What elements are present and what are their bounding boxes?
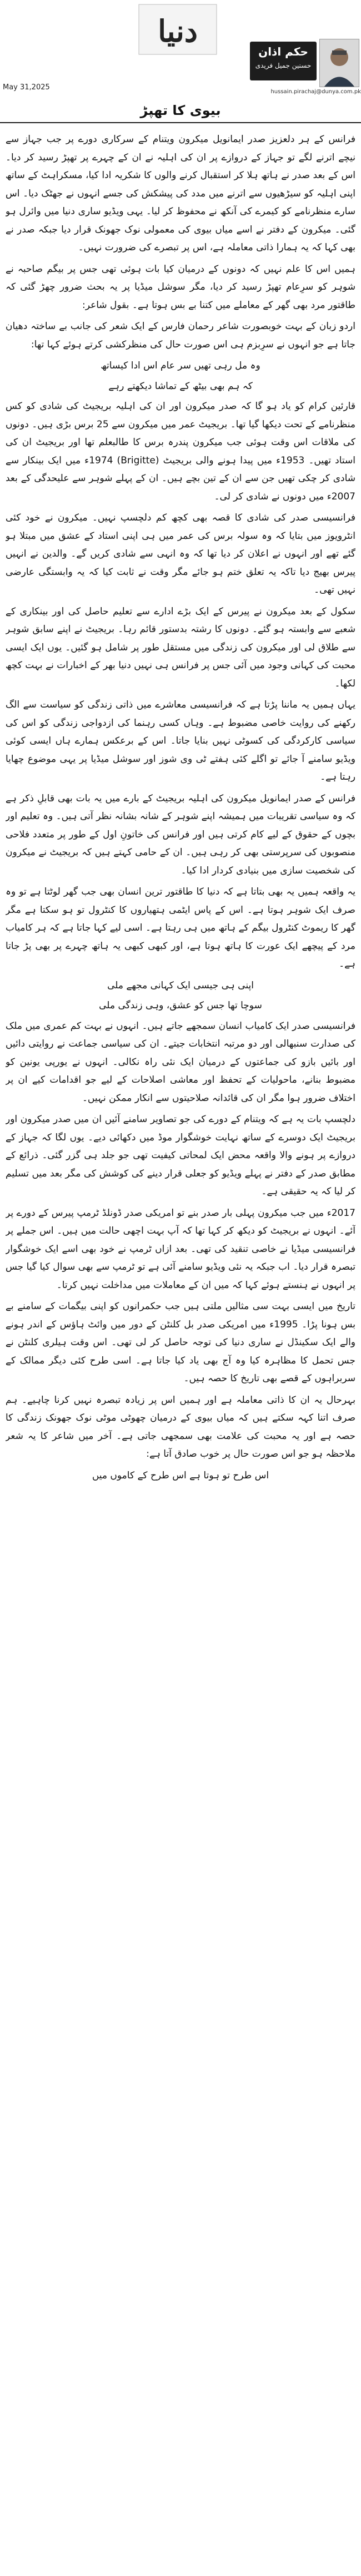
paragraph: تاریخ میں ایسی بہت سی مثالیں ملتی ہیں جب حکمرانوں کو اپنی بیگمات کے سامنے بے بس ہونا پڑا۔ 1995ء میں امریکی صدر بل کلنٹن کے دور میں وائٹ ہاؤس کے اندر ہونے والے ایک سکینڈل نے ساری دنیا کی توجہ حاصل کر لی تھی۔ اس وقت ہیلری کلنٹن نے جس تحمل کا مظاہرہ کیا وہ آج بھی یاد کیا جاتا ہے۔ اسی طرح کئی دیگر ممالک کے سربراہوں کے قصے بھی تاریخ کا حصہ ہیں۔ (6, 1301, 355, 1384)
column-logo-title: حکم اذان (258, 45, 308, 58)
paragraph: بہرحال یہ ان کا ذاتی معاملہ ہے اور ہمیں اس پر زیادہ تبصرہ نہیں کرنا چاہیے۔ ہم صرف اتنا کہہ سکتے ہیں کہ میاں بیوی کے درمیان چھوٹی موٹی نوک جھونک زندگی کا حصہ ہے اور یہ محبت کی علامت بھی سمجھی جاتی ہے۔ آخر میں شاعر کا یہ شعر ملاحظہ ہو جو اس صورت حال پر خوب صادق آتا ہے: (6, 1394, 355, 1459)
paragraph: فرانسیسی صدر کی شادی کا قصہ بھی کچھ کم دلچسپ نہیں۔ میکرون نے خود کئی انٹرویوز میں بتایا کہ وہ سولہ برس کی عمر میں ہی اپنی استاد کے عشق میں مبتلا ہو گئے تھے اور انہوں نے اعلان کر دیا تھا کہ وہ انہی سے شادی کریں گے۔ والدین نے انہیں پیرس بھیج دیا تاکہ یہ تعلق ختم ہو جائے مگر وقت نے ثابت کیا کہ یہ وابستگی عارضی نہیں تھی۔ (6, 512, 355, 595)
dunya-masthead-icon (128, 0, 228, 61)
publish-date: May 31,2025 (3, 83, 50, 92)
header-divider (0, 122, 361, 123)
article-body (6, 130, 355, 2565)
svg-text:دنیا: دنیا (158, 13, 198, 49)
paragraph: دلچسپ بات یہ ہے کہ ویتنام کے دورے کی جو تصاویر سامنے آئیں ان میں صدر میکرون اور بریجیٹ ایک دوسرے کے ساتھ نہایت خوشگوار موڈ میں دکھائی دیے۔ یوں لگا کہ جہاز کے دروازے پر ہونے والا واقعہ محض ایک لمحاتی کیفیت تھی جو جلد ہی گزر گئی۔ ذرائع کے مطابق صدر کے دفتر نے پہلے ویڈیو کو جعلی قرار دینے کی کوشش کی مگر بعد میں تسلیم کر لیا کہ یہ حقیقی ہے۔ (6, 1114, 355, 1197)
author-email[interactable]: hussain.pirachaj@dunya.com.pk (270, 89, 361, 95)
person-icon (320, 39, 359, 87)
paragraph: اردو زبان کے بہت خوبصورت شاعر رحمان فارس کے ایک شعر کی جانب بے ساختہ دھیان جاتا ہے جو انہوں نے سرِبزم ہی اس صورت حال کی منظرکشی کرتے ہوئے کہا تھا: (6, 321, 355, 350)
paragraph: فرانس کے صدر ایمانویل میکرون کی اہلیہ بریجیٹ کے بارے میں یہ بات بھی قابلِ ذکر ہے کہ وہ سیاسی تقریبات میں ہمیشہ اپنے شوہر کے شانہ بشانہ نظر آتی ہیں۔ وہ تعلیم اور بچوں کے حقوق کے لیے کام کرتی ہیں اور فرانس کی خاتونِ اول کے طور پر متعدد فلاحی منصوبوں کی سرپرستی بھی کر رہی ہیں۔ ان کے حامی کہتے ہیں کہ بریجیٹ نے میکرون کی شخصیت سازی میں بنیادی کردار ادا کیا۔ (6, 792, 355, 876)
paragraph: 2017ء میں جب میکرون پہلی بار صدر بنے تو امریکی صدر ڈونلڈ ٹرمپ پیرس کے دورے پر آئے۔ انہوں نے بریجیٹ کو دیکھ کر کہا تھا کہ آپ بہت اچھی حالت میں ہیں۔ اس جملے پر فرانسیسی میڈیا نے خاصی تنقید کی تھی۔ بعد ازاں ٹرمپ نے خود بھی اسے ایک خوشگوار تبصرہ قرار دیا۔ اب جبکہ یہ نئی ویڈیو سامنے آئی ہے تو ٹرمپ سے بھی سوال کیا گیا جس پر انہوں نے ہنستے ہوئے کہا کہ میں ان کے معاملات میں مداخلت نہیں کرتا۔ (6, 1207, 355, 1291)
verse-line: کہ ہم بھی بیٹھ کے تماشا دیکھتے رہے (108, 380, 253, 392)
verse-line: سوچا تھا جس کو عشق، وہی زندگی ملی (99, 1000, 262, 1011)
verse-line: وہ مل رہی تھیں سر عام اس ادا کیساتھ (101, 360, 260, 371)
author-photo (319, 39, 359, 87)
paragraph: فرانسیسی صدر ایک کامیاب انسان سمجھے جاتے ہیں۔ انہوں نے بہت کم عمری میں ملک کی صدارت سنبھالی اور دو مرتبہ انتخابات جیتے۔ ان کی سیاسی جماعت نے روایتی دائیں اور بائیں بازو کی جماعتوں کے درمیان ایک نئی راہ نکالی۔ انہوں نے یورپی یونین کو مضبوط بنانے، ماحولیات کے تحفظ اور معاشی اصلاحات کے لیے جو اقدامات کیے ان پر اختلاف ضرور ہوا مگر ان کی قائدانہ صلاحیتوں سے انکار ممکن نہیں۔ (6, 1020, 355, 1104)
closing-verse: اس طرح تو ہوتا ہے اس طرح کے کاموں میں (92, 1469, 269, 1481)
paragraph: فرانس کے ہر دلعزیز صدر ایمانویل میکرون ویتنام کے سرکاری دورے پر جب جہاز سے نیچے اترنے لگے تو جہاز کے دروازے پر ان کی اہلیہ نے ان کے چہرے پر تھپڑ رسید کر دیا۔ اس کے بعد صدر نے ہاتھ ہلا کر استقبال کرنے والوں کا شکریہ ادا کیا، مسکراہٹ کے ساتھ اپنی اہلیہ کو سیڑھیوں سے اترنے میں مدد کی پیشکش کی جسے انہوں نے جھٹک دیا۔ اس سارے منظرنامے کو کیمرے کی آنکھ نے محفوظ کر لیا۔ یہی ویڈیو ساری دنیا میں وائرل ہو گئی۔ میکرون کے دفتر نے اسے میاں بیوی کی معمولی نوک جھونک قرار دیا جبکہ صدر نے بھی کہا کہ یہ ہمارا ذاتی معاملہ ہے، اس پر تبصرے کی ضرورت نہیں۔ (6, 134, 355, 253)
article-title: بیوی کا تھپڑ (140, 103, 221, 118)
paragraph: یہ واقعہ ہمیں یہ بھی بتاتا ہے کہ دنیا کا طاقتور ترین انسان بھی جب گھر لوٹتا ہے تو وہ صرف ایک شوہر ہوتا ہے۔ اس کے پاس ایٹمی ہتھیاروں کا کنٹرول تو ہو سکتا ہے مگر گھر کا ریموٹ کنٹرول بیگم کے ہاتھ میں ہی رہتا ہے۔ اسی لیے کہا جاتا ہے کہ ہر کامیاب مرد کے پیچھے ایک عورت کا ہاتھ ہوتا ہے، اور کبھی کبھی یہ ہاتھ چہرے پر بھی پڑ جاتا ہے۔ (6, 886, 355, 969)
verse-line: اپنی ہی جیسی ایک کہانی مجھے ملی (107, 979, 254, 991)
newspaper-logo (128, 0, 228, 61)
paragraph: قارئین کرام کو یاد ہو گا کہ صدر میکرون اور ان کی اہلیہ بریجیٹ کی شادی کو کس منظرنامے کے تحت دیکھا گیا تھا۔ بریجیٹ عمر میں میکرون سے 25 برس بڑی ہیں۔ دونوں کی ملاقات اس وقت ہوئی جب میکرون پندرہ برس کا طالبعلم تھا اور بریجیٹ ان کی استاد تھیں۔ 1953ء میں پیدا ہونے والی بریجیٹ (Brigitte) 1974ء میں ایک بینکار سے شادی کر چکی تھیں جن سے ان کے تین بچے ہیں۔ ان کے پہلے شوہر سے علیحدگی کے بعد 2007ء میں دونوں نے شادی کر لی۔ (6, 401, 355, 502)
column-logo (250, 42, 317, 80)
paragraph: یہاں ہمیں یہ ماننا پڑتا ہے کہ فرانسیسی معاشرے میں ذاتی زندگی کو سیاست سے الگ رکھنے کی روایت خاصی مضبوط ہے۔ وہاں کسی رہنما کی ازدواجی زندگی کو اس کی سیاسی کارکردگی کی کسوٹی نہیں بنایا جاتا۔ اس کے برعکس ہمارے ہاں ایسی کوئی ویڈیو سامنے آ جائے تو اگلے کئی ہفتے ٹی وی شوز اور سوشل میڈیا پر یہی موضوع چھایا رہتا ہے۔ (6, 699, 355, 782)
paragraph: ہمیں اس کا علم نہیں کہ دونوں کے درمیان کیا بات ہوئی تھی جس پر بیگم صاحبہ نے شوہر کو سرِعام تھپڑ رسید کر دیا، مگر سوشل میڈیا پر یہ بحث ضرور چھڑ گئی کہ طاقتور مرد بھی گھر کے معاملے میں کتنا بے بس ہوتا ہے۔ بقول شاعر: (6, 263, 355, 311)
paragraph: سکول کے بعد میکرون نے پیرس کے ایک بڑے ادارے سے تعلیم حاصل کی اور بینکاری کے شعبے سے وابستہ ہو گئے۔ دونوں کا رشتہ بدستور قائم رہا۔ بریجیٹ نے اپنے سابق شوہر سے طلاق لی اور میکرون کی زندگی میں مستقل طور پر شامل ہو گئیں۔ یوں ایک ایسی محبت کی کہانی وجود میں آئی جس پر فرانس ہی نہیں دنیا بھر کے اخبارات نے بہت کچھ لکھا۔ (6, 605, 355, 689)
column-logo-author: حسنین جمیل فریدی (255, 62, 312, 69)
